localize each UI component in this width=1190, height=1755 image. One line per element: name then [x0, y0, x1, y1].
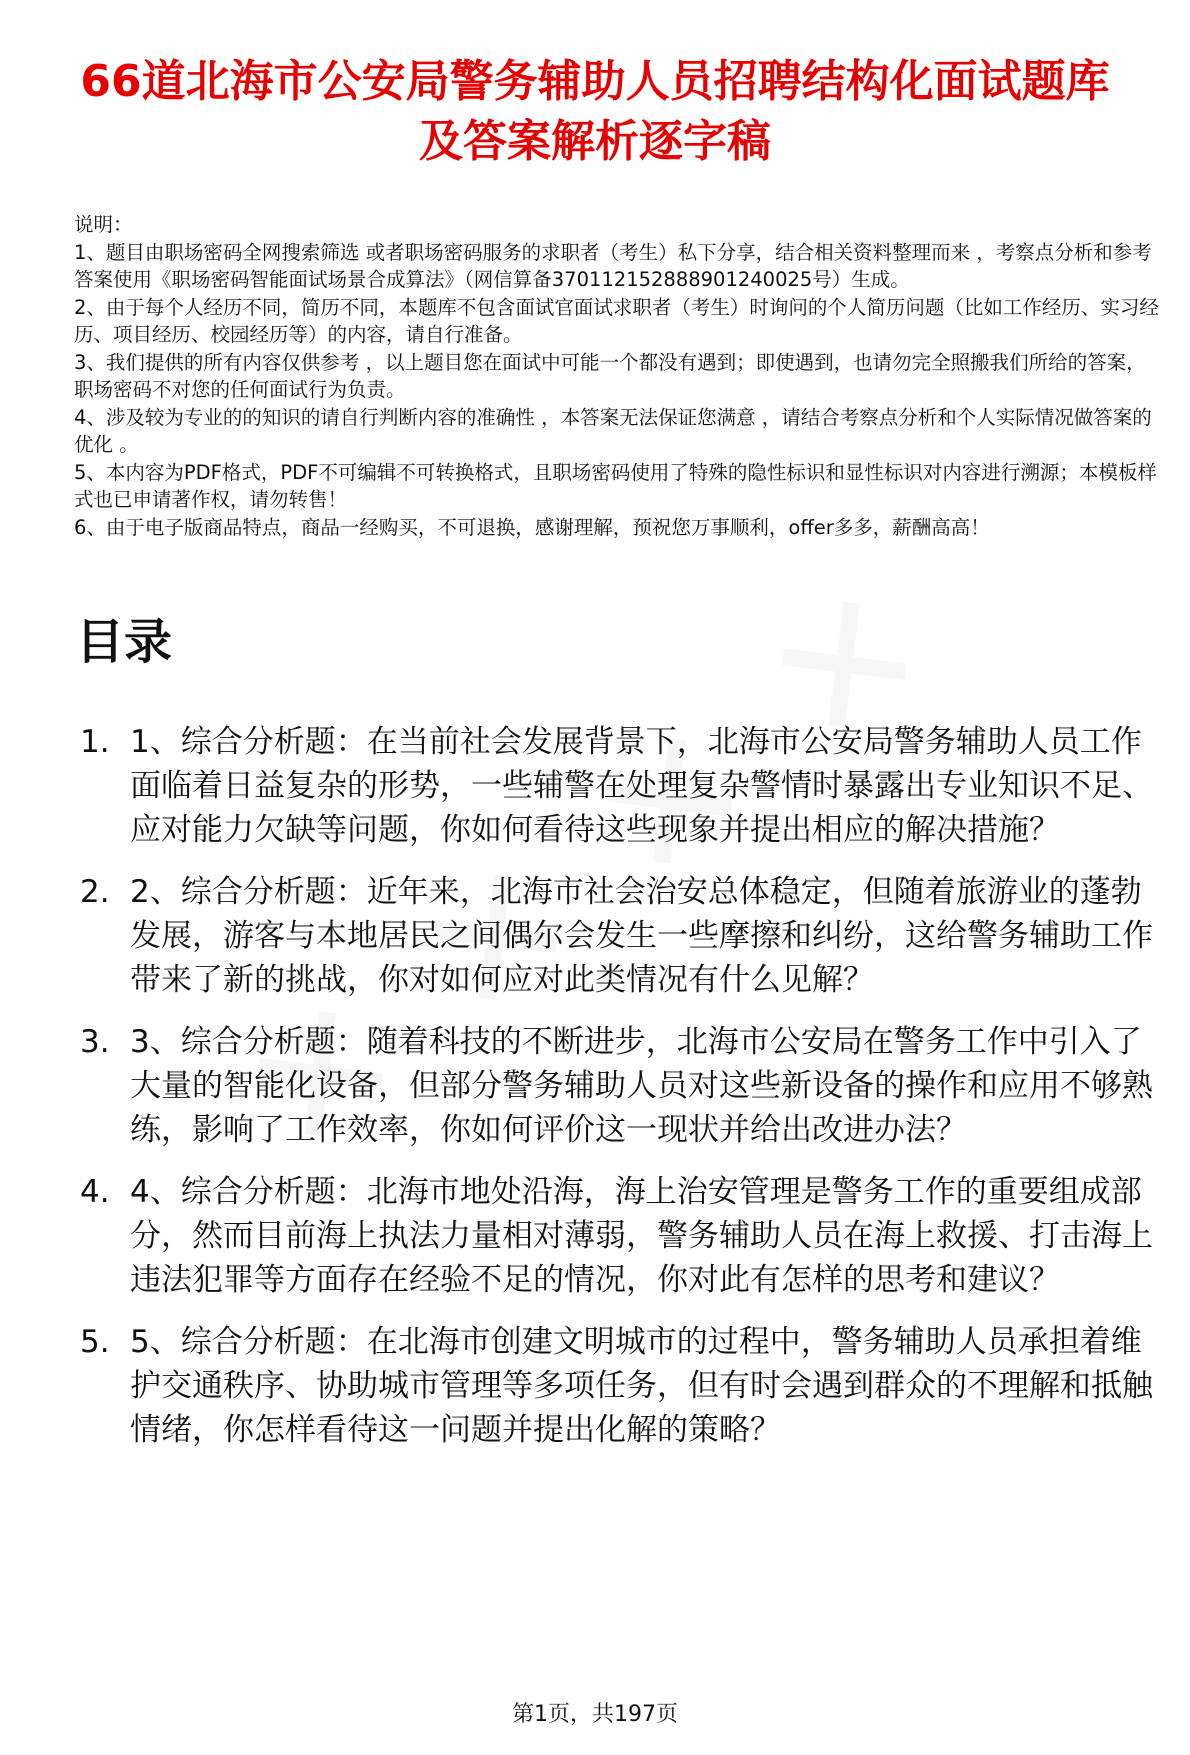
note-item: 2、由于每个人经历不同，简历不同，本题库不包含面试官面试求职者（考生）时询问的个人简历问题（比如工作经历、实习经历、项目经历、校园经历等）的内容，请自行准备。	[74, 295, 1159, 346]
toc-item-number: 5.	[80, 1324, 110, 1360]
document-title: 66道北海市公安局警务辅助人员招聘结构化面试题库及答案解析逐字稿	[80, 56, 1110, 167]
toc-item-text[interactable]: 3、综合分析题：随着科技的不断进步，北海市公安局在警务工作中引入了大量的智能化设备，但部分警务辅助人员对这些新设备的操作和应用不够熟练，影响了工作效率，你如何评价这一现状并给出改进办法？	[130, 1024, 1153, 1148]
notes-heading: 说明：	[74, 213, 133, 236]
note-item: 5、本内容为PDF格式，PDF不可编辑不可转换格式，且职场密码使用了特殊的隐性标识和显性标识对内容进行溯源；本模板样式也已申请著作权，请勿转售！	[74, 460, 1157, 511]
toc-item-text[interactable]: 1、综合分析题：在当前社会发展背景下，北海市公安局警务辅助人员工作面临着日益复杂的形势，一些辅警在处理复杂警情时暴露出专业知识不足、应对能力欠缺等问题，你如何看待这些现象并提出相应的解决措施？	[130, 724, 1153, 848]
toc-list	[0, 720, 1190, 1470]
note-item: 4、涉及较为专业的的知识的请自行判断内容的准确性 ，本答案无法保证您满意 ，请结合考察点分析和个人实际情况做答案的优化 。	[74, 405, 1152, 456]
toc-heading: 目录	[76, 614, 173, 670]
note-item: 3、我们提供的所有内容仅供参考 ，以上题目您在面试中可能一个都没有遇到；即使遇到，也请勿完全照搬我们所给的答案，职场密码不对您的任何面试行为负责。	[74, 350, 1146, 401]
notes-section	[74, 211, 1164, 541]
toc-item[interactable]	[0, 720, 1190, 852]
toc-item[interactable]	[0, 1320, 1190, 1452]
toc-item-text[interactable]: 2、综合分析题：近年来，北海市社会治安总体稳定，但随着旅游业的蓬勃发展，游客与本地居民之间偶尔会发生一些摩擦和纠纷，这给警务辅助工作带来了新的挑战，你对如何应对此类情况有什么见解？	[130, 874, 1153, 998]
toc-item-number: 3.	[80, 1024, 110, 1060]
toc-item-text[interactable]: 5、综合分析题：在北海市创建文明城市的过程中，警务辅助人员承担着维护交通秩序、协助城市管理等多项任务，但有时会遇到群众的不理解和抵触情绪，你怎样看待这一问题并提出化解的策略？	[130, 1324, 1153, 1448]
page-footer: 第1页，共197页	[512, 1702, 678, 1727]
toc-item-number: 1.	[80, 724, 110, 760]
toc-item[interactable]	[0, 870, 1190, 1002]
toc-item-text[interactable]: 4、综合分析题：北海市地处沿海，海上治安管理是警务工作的重要组成部分，然而目前海上执法力量相对薄弱，警务辅助人员在海上救援、打击海上违法犯罪等方面存在经验不足的情况，你对此有怎样的思考和建议？	[130, 1174, 1153, 1298]
note-item: 6、由于电子版商品特点，商品一经购买，不可退换，感谢理解，预祝您万事顺利，offer多多，薪酬高高！	[74, 515, 990, 539]
note-item: 1、题目由职场密码全网搜索筛选 或者职场密码服务的求职者（考生）私下分享，结合相关资料整理而来 ，考察点分析和参考答案使用《职场密码智能面试场景合成算法》（网信算备370112152888901240025号）生成。	[74, 240, 1152, 291]
toc-item[interactable]	[0, 1020, 1190, 1152]
toc-item[interactable]	[0, 1170, 1190, 1302]
toc-item-number: 2.	[80, 874, 110, 910]
toc-item-number: 4.	[80, 1174, 110, 1210]
